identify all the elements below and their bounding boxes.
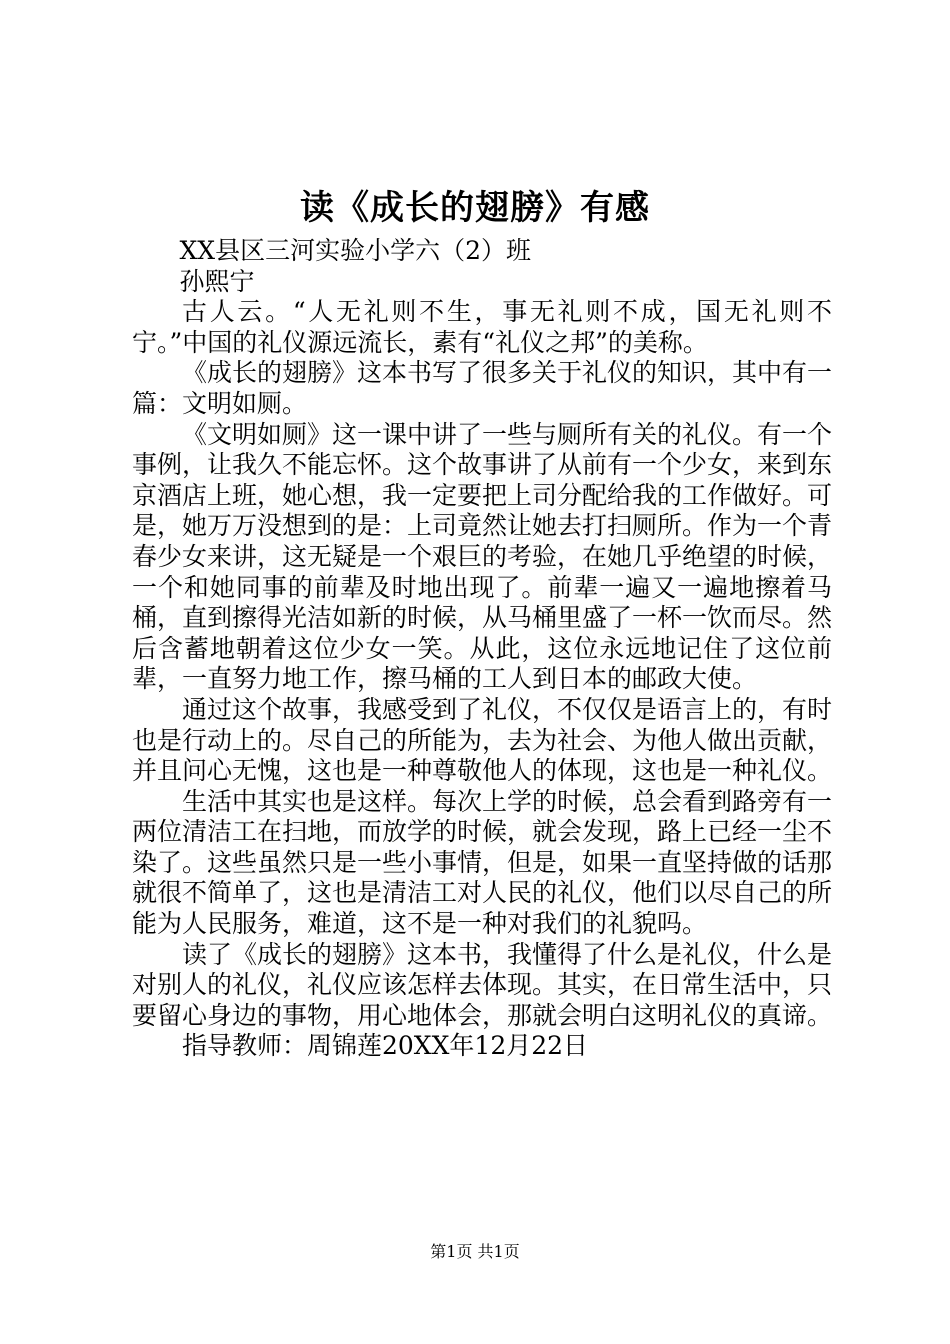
paragraph: 《成长的翅膀》这本书写了很多关于礼仪的知识，其中有一篇：文明如厕。 xyxy=(132,358,833,418)
document-body xyxy=(132,236,832,1062)
paragraph: 读了《成长的翅膀》这本书，我懂得了什么是礼仪，什么是对别人的礼仪，礼仪应该怎样去体现。其实，在日常生活中，只要留心身边的事物，用心地体会，那就会明白这明礼仪的真谛。 xyxy=(132,939,833,1030)
paragraph: 古人云。“人无礼则不生，事无礼则不成，国无礼则不宁。”中国的礼仪源远流长，素有“礼仪之邦”的美称。 xyxy=(132,297,832,357)
document-title: 读《成长的翅膀》有感 xyxy=(300,188,650,228)
signature-line: 指导教师：周锦莲20XX年12月22日 xyxy=(182,1031,589,1061)
author-line: 孙熙宁 xyxy=(179,266,255,296)
paragraph: 生活中其实也是这样。每次上学的时候，总会看到路旁有一两位清洁工在扫地，而放学的时候，就会发现，路上已经一尘不染了。这些虽然只是一些小事情，但是，如果一直坚持做的话那就很不简单了，这也是清洁工对人民的礼仪，他们以尽自己的所能为人民服务，难道，这不是一种对我们的礼貌吗。 xyxy=(132,786,833,939)
page-footer: 第1页 共1页 xyxy=(430,1242,520,1261)
paragraph: 通过这个故事，我感受到了礼仪，不仅仅是语言上的，有时也是行动上的。尽自己的所能为，去为社会、为他人做出贡献，并且问心无愧，这也是一种尊敬他人的体现，这也是一种礼仪。 xyxy=(132,694,833,786)
school-line: XX县区三河实验小学六（2）班 xyxy=(179,236,532,265)
paragraph: 《文明如厕》这一课中讲了一些与厕所有关的礼仪。有一个事例，让我久不能忘怀。这个故事讲了从前有一个少女，来到东京酒店上班，她心想，我一定要把上司分配给我的工作做好。可是，她万万没想到的是：上司竟然让她去打扫厕所。作为一个青春少女来讲，这无疑是一个艰巨的考验，在她几乎绝望的时候，一个和她同事的前辈及时地出现了。前辈一遍又一遍地擦着马桶，直到擦得光洁如新的时候，从马桶里盛了一杯一饮而尽。然后含蓄地朝着这位少女一笑。从此，这位永远地记住了这位前辈，一直努力地工作，擦马桶的工人到日本的邮政大使。 xyxy=(132,419,833,694)
